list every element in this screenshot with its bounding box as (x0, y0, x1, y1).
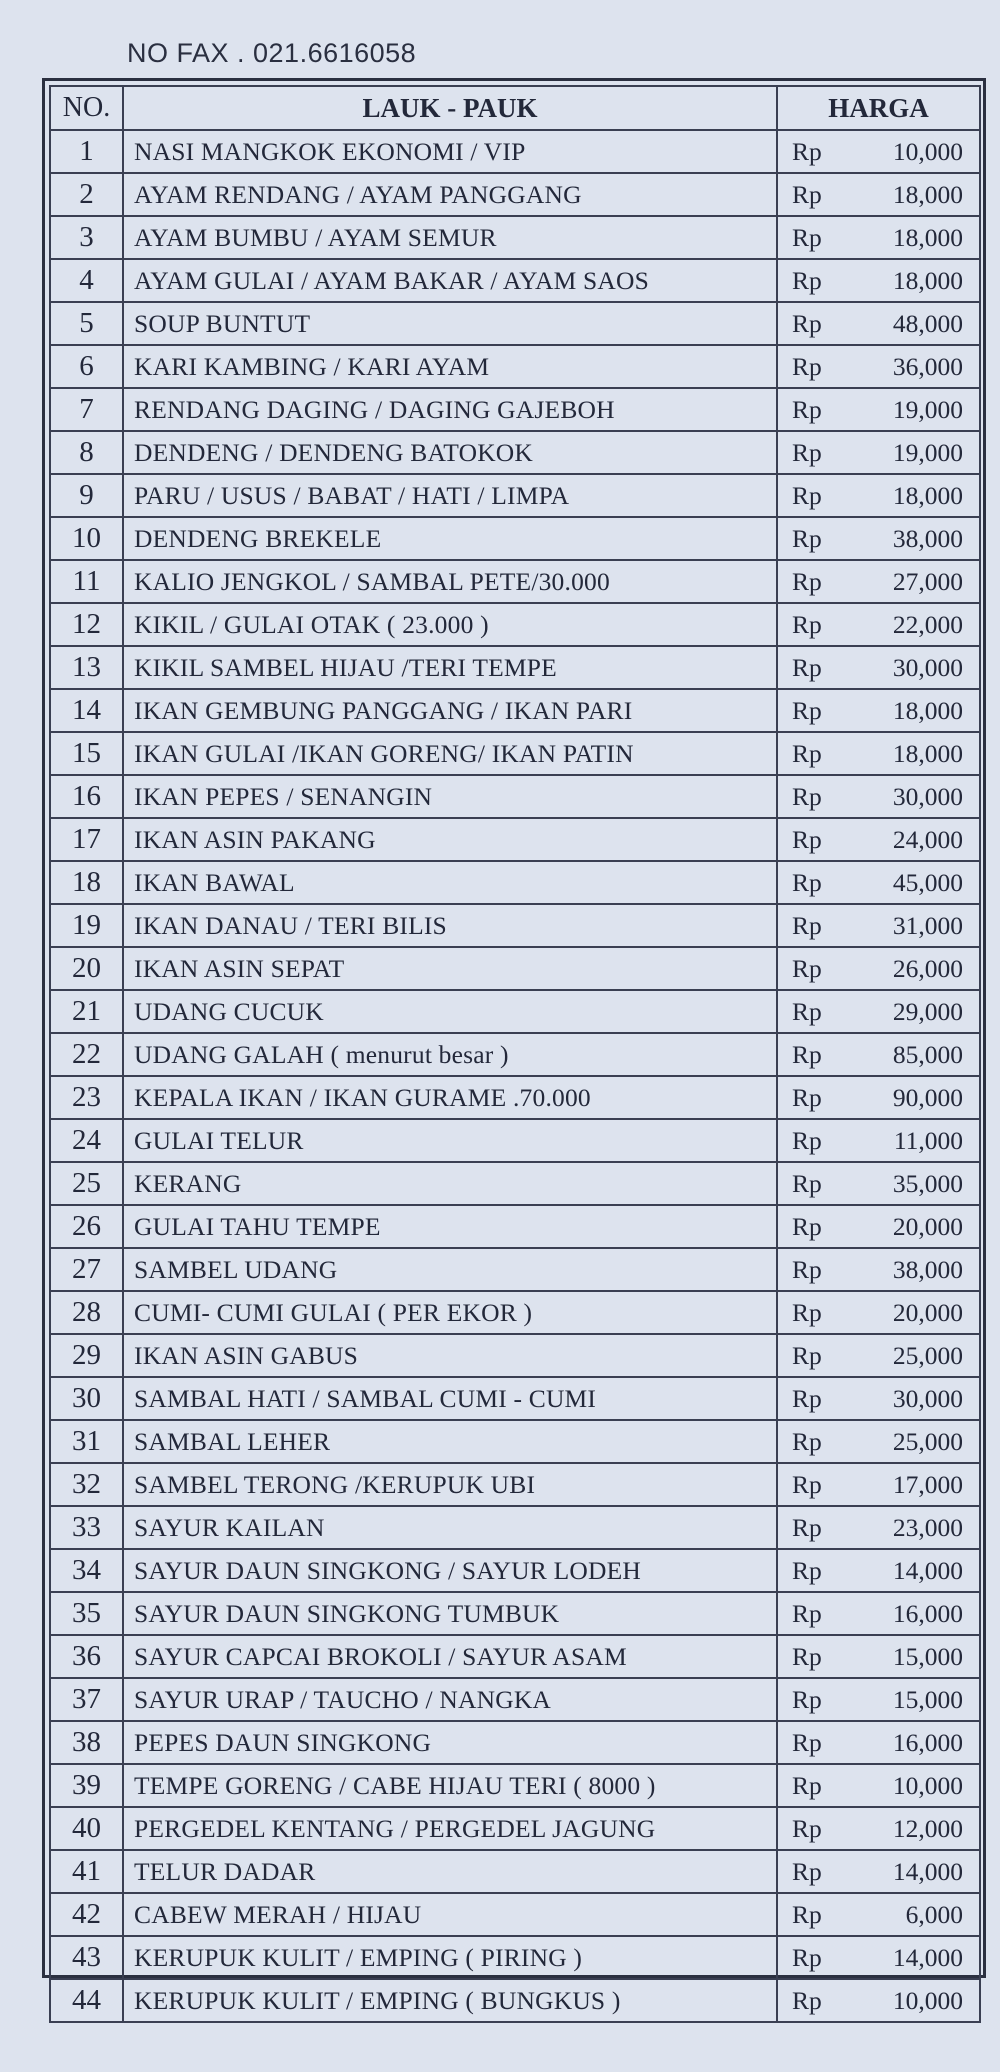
price-amount: 19,000 (892, 394, 963, 424)
currency-label: Rp (792, 1598, 822, 1628)
row-number: 9 (50, 474, 123, 517)
price-amount: 18,000 (892, 265, 963, 295)
row-number: 13 (50, 646, 123, 689)
dish-name: KEPALA IKAN / IKAN GURAME .70.000 (123, 1076, 777, 1119)
currency-label: Rp (792, 1125, 822, 1155)
column-header-price: HARGA (777, 86, 980, 130)
currency-label: Rp (792, 824, 822, 854)
price-amount: 15,000 (892, 1684, 963, 1714)
price-amount: 14,000 (892, 1856, 963, 1886)
table-row (50, 689, 980, 732)
row-number: 20 (50, 947, 123, 990)
table-row (50, 1506, 980, 1549)
row-number: 40 (50, 1807, 123, 1850)
dish-name: SAMBAL HATI / SAMBAL CUMI - CUMI (123, 1377, 777, 1420)
currency-label: Rp (792, 566, 822, 596)
price-cell (777, 947, 980, 990)
price-cell (777, 1076, 980, 1119)
table-row (50, 431, 980, 474)
price-amount: 23,000 (892, 1512, 963, 1542)
price-amount: 27,000 (892, 566, 963, 596)
currency-label: Rp (792, 738, 822, 768)
row-number: 17 (50, 818, 123, 861)
dish-name: IKAN ASIN GABUS (123, 1334, 777, 1377)
price-cell (777, 173, 980, 216)
price-cell (777, 1377, 980, 1420)
table-row (50, 1764, 980, 1807)
row-number: 12 (50, 603, 123, 646)
price-cell (777, 1807, 980, 1850)
dish-name: SAYUR DAUN SINGKONG TUMBUK (123, 1592, 777, 1635)
price-amount: 25,000 (892, 1426, 963, 1456)
table-row (50, 1033, 980, 1076)
table-row (50, 603, 980, 646)
dish-name: RENDANG DAGING / DAGING GAJEBOH (123, 388, 777, 431)
row-number: 8 (50, 431, 123, 474)
dish-name: PERGEDEL KENTANG / PERGEDEL JAGUNG (123, 1807, 777, 1850)
price-cell (777, 818, 980, 861)
row-number: 1 (50, 130, 123, 173)
price-cell (777, 775, 980, 818)
currency-label: Rp (792, 1813, 822, 1843)
price-amount: 30,000 (892, 781, 963, 811)
price-cell (777, 1162, 980, 1205)
table-row (50, 1979, 980, 2022)
table-row (50, 130, 980, 173)
price-cell (777, 1721, 980, 1764)
price-amount: 38,000 (892, 523, 963, 553)
price-cell (777, 517, 980, 560)
dish-name: AYAM RENDANG / AYAM PANGGANG (123, 173, 777, 216)
table-row (50, 1463, 980, 1506)
dish-name: NASI MANGKOK EKONOMI / VIP (123, 130, 777, 173)
table-row (50, 259, 980, 302)
price-cell (777, 1506, 980, 1549)
price-amount: 26,000 (892, 953, 963, 983)
row-number: 27 (50, 1248, 123, 1291)
currency-label: Rp (792, 1082, 822, 1112)
dish-name: KIKIL / GULAI OTAK ( 23.000 ) (123, 603, 777, 646)
price-amount: 18,000 (892, 480, 963, 510)
currency-label: Rp (792, 1899, 822, 1929)
dish-name: KIKIL SAMBEL HIJAU /TERI TEMPE (123, 646, 777, 689)
dish-name: SAYUR KAILAN (123, 1506, 777, 1549)
price-cell (777, 1248, 980, 1291)
price-amount: 10,000 (892, 136, 963, 166)
table-row (50, 990, 980, 1033)
currency-label: Rp (792, 1641, 822, 1671)
row-number: 43 (50, 1936, 123, 1979)
row-number: 10 (50, 517, 123, 560)
currency-label: Rp (792, 1039, 822, 1069)
table-row (50, 517, 980, 560)
row-number: 29 (50, 1334, 123, 1377)
row-number: 14 (50, 689, 123, 732)
dish-name: IKAN ASIN SEPAT (123, 947, 777, 990)
price-amount: 12,000 (892, 1813, 963, 1843)
price-list-table (49, 85, 981, 2023)
dish-name: CABEW MERAH / HIJAU (123, 1893, 777, 1936)
price-cell (777, 388, 980, 431)
price-amount: 15,000 (892, 1641, 963, 1671)
dish-name: SAYUR DAUN SINGKONG / SAYUR LODEH (123, 1549, 777, 1592)
dish-name: IKAN GULAI /IKAN GORENG/ IKAN PATIN (123, 732, 777, 775)
price-cell (777, 1334, 980, 1377)
table-row (50, 216, 980, 259)
row-number: 37 (50, 1678, 123, 1721)
price-cell (777, 259, 980, 302)
table-row (50, 947, 980, 990)
table-row (50, 1248, 980, 1291)
currency-label: Rp (792, 1383, 822, 1413)
price-amount: 45,000 (892, 867, 963, 897)
table-row (50, 1850, 980, 1893)
dish-name: PARU / USUS / BABAT / HATI / LIMPA (123, 474, 777, 517)
price-amount: 14,000 (892, 1555, 963, 1585)
row-number: 24 (50, 1119, 123, 1162)
price-amount: 90,000 (892, 1082, 963, 1112)
price-amount: 16,000 (892, 1598, 963, 1628)
table-row (50, 1334, 980, 1377)
price-amount: 38,000 (892, 1254, 963, 1284)
currency-label: Rp (792, 609, 822, 639)
row-number: 6 (50, 345, 123, 388)
price-cell (777, 1549, 980, 1592)
table-row (50, 775, 980, 818)
currency-label: Rp (792, 394, 822, 424)
table-row (50, 1119, 980, 1162)
price-cell (777, 1936, 980, 1979)
currency-label: Rp (792, 1856, 822, 1886)
price-amount: 30,000 (892, 652, 963, 682)
currency-label: Rp (792, 1340, 822, 1370)
table-row (50, 904, 980, 947)
price-cell (777, 1678, 980, 1721)
dish-name: SAMBAL LEHER (123, 1420, 777, 1463)
table-row (50, 861, 980, 904)
price-cell (777, 861, 980, 904)
row-number: 35 (50, 1592, 123, 1635)
row-number: 28 (50, 1291, 123, 1334)
row-number: 2 (50, 173, 123, 216)
price-cell (777, 904, 980, 947)
currency-label: Rp (792, 480, 822, 510)
dish-name: KALIO JENGKOL / SAMBAL PETE/30.000 (123, 560, 777, 603)
dish-name: UDANG GALAH ( menurut besar ) (123, 1033, 777, 1076)
fax-number: NO FAX . 021.6616058 (127, 38, 417, 68)
price-cell (777, 130, 980, 173)
table-row (50, 1291, 980, 1334)
dish-name: IKAN PEPES / SENANGIN (123, 775, 777, 818)
table-row (50, 818, 980, 861)
dish-name: GULAI TELUR (123, 1119, 777, 1162)
price-amount: 18,000 (892, 695, 963, 725)
table-row (50, 1893, 980, 1936)
price-cell (777, 1119, 980, 1162)
price-amount: 10,000 (892, 1770, 963, 1800)
table-row (50, 302, 980, 345)
price-cell (777, 474, 980, 517)
price-cell (777, 1205, 980, 1248)
price-cell (777, 1979, 980, 2022)
price-cell (777, 345, 980, 388)
currency-label: Rp (792, 136, 822, 166)
dish-name: IKAN GEMBUNG PANGGANG / IKAN PARI (123, 689, 777, 732)
row-number: 44 (50, 1979, 123, 2022)
price-amount: 25,000 (892, 1340, 963, 1370)
currency-label: Rp (792, 523, 822, 553)
currency-label: Rp (792, 695, 822, 725)
table-row (50, 173, 980, 216)
table-row (50, 1721, 980, 1764)
price-cell (777, 1850, 980, 1893)
price-amount: 36,000 (892, 351, 963, 381)
price-cell (777, 560, 980, 603)
currency-label: Rp (792, 1942, 822, 1972)
table-row (50, 732, 980, 775)
price-cell (777, 689, 980, 732)
row-number: 5 (50, 302, 123, 345)
currency-label: Rp (792, 953, 822, 983)
dish-name: TELUR DADAR (123, 1850, 777, 1893)
row-number: 16 (50, 775, 123, 818)
table-row (50, 560, 980, 603)
row-number: 34 (50, 1549, 123, 1592)
dish-name: IKAN BAWAL (123, 861, 777, 904)
price-cell (777, 1893, 980, 1936)
table-row (50, 1162, 980, 1205)
table-row (50, 1076, 980, 1119)
dish-name: UDANG CUCUK (123, 990, 777, 1033)
currency-label: Rp (792, 1985, 822, 2015)
dish-name: KERUPUK KULIT / EMPING ( BUNGKUS ) (123, 1979, 777, 2022)
price-amount: 31,000 (892, 910, 963, 940)
dish-name: KERUPUK KULIT / EMPING ( PIRING ) (123, 1936, 777, 1979)
row-number: 4 (50, 259, 123, 302)
row-number: 23 (50, 1076, 123, 1119)
currency-label: Rp (792, 1426, 822, 1456)
currency-label: Rp (792, 351, 822, 381)
table-row (50, 474, 980, 517)
price-amount: 18,000 (892, 738, 963, 768)
price-amount: 22,000 (892, 609, 963, 639)
table-row (50, 1205, 980, 1248)
row-number: 26 (50, 1205, 123, 1248)
price-amount: 29,000 (892, 996, 963, 1026)
dish-name: SOUP BUNTUT (123, 302, 777, 345)
price-amount: 85,000 (892, 1039, 963, 1069)
table-row (50, 1678, 980, 1721)
currency-label: Rp (792, 1770, 822, 1800)
row-number: 3 (50, 216, 123, 259)
row-number: 7 (50, 388, 123, 431)
table-row (50, 1635, 980, 1678)
dish-name: KERANG (123, 1162, 777, 1205)
row-number: 25 (50, 1162, 123, 1205)
price-cell (777, 732, 980, 775)
price-cell (777, 646, 980, 689)
currency-label: Rp (792, 179, 822, 209)
price-amount: 11,000 (893, 1125, 963, 1155)
table-row (50, 1377, 980, 1420)
currency-label: Rp (792, 867, 822, 897)
currency-label: Rp (792, 1684, 822, 1714)
price-cell (777, 216, 980, 259)
table-row (50, 1420, 980, 1463)
dish-name: DENDENG / DENDENG BATOKOK (123, 431, 777, 474)
dish-name: AYAM GULAI / AYAM BAKAR / AYAM SAOS (123, 259, 777, 302)
price-amount: 20,000 (892, 1211, 963, 1241)
dish-name: SAMBEL UDANG (123, 1248, 777, 1291)
dish-name: SAYUR CAPCAI BROKOLI / SAYUR ASAM (123, 1635, 777, 1678)
table-row (50, 1549, 980, 1592)
price-amount: 20,000 (892, 1297, 963, 1327)
price-amount: 17,000 (892, 1469, 963, 1499)
dish-name: CUMI- CUMI GULAI ( PER EKOR ) (123, 1291, 777, 1334)
dish-name: DENDENG BREKELE (123, 517, 777, 560)
row-number: 31 (50, 1420, 123, 1463)
table-row (50, 1592, 980, 1635)
currency-label: Rp (792, 1297, 822, 1327)
price-cell (777, 1463, 980, 1506)
price-cell (777, 1033, 980, 1076)
price-amount: 48,000 (892, 308, 963, 338)
currency-label: Rp (792, 1727, 822, 1757)
dish-name: IKAN ASIN PAKANG (123, 818, 777, 861)
dish-name: GULAI TAHU TEMPE (123, 1205, 777, 1248)
price-cell (777, 1592, 980, 1635)
price-amount: 14,000 (892, 1942, 963, 1972)
row-number: 15 (50, 732, 123, 775)
price-amount: 35,000 (892, 1168, 963, 1198)
currency-label: Rp (792, 1254, 822, 1284)
table-body (50, 130, 980, 2022)
price-amount: 10,000 (892, 1985, 963, 2015)
price-amount: 24,000 (892, 824, 963, 854)
row-number: 39 (50, 1764, 123, 1807)
currency-label: Rp (792, 265, 822, 295)
price-cell (777, 302, 980, 345)
currency-label: Rp (792, 222, 822, 252)
price-amount: 18,000 (892, 222, 963, 252)
price-cell (777, 1291, 980, 1334)
row-number: 38 (50, 1721, 123, 1764)
row-number: 30 (50, 1377, 123, 1420)
currency-label: Rp (792, 1512, 822, 1542)
price-amount: 6,000 (905, 1899, 963, 1929)
price-amount: 30,000 (892, 1383, 963, 1413)
currency-label: Rp (792, 652, 822, 682)
row-number: 42 (50, 1893, 123, 1936)
currency-label: Rp (792, 308, 822, 338)
price-amount: 19,000 (892, 437, 963, 467)
price-amount: 18,000 (892, 179, 963, 209)
row-number: 21 (50, 990, 123, 1033)
dish-name: PEPES DAUN SINGKONG (123, 1721, 777, 1764)
price-cell (777, 1635, 980, 1678)
currency-label: Rp (792, 910, 822, 940)
row-number: 36 (50, 1635, 123, 1678)
price-list-sheet (42, 78, 986, 2016)
column-header-no: NO. (50, 86, 123, 130)
price-amount: 16,000 (892, 1727, 963, 1757)
currency-label: Rp (792, 1555, 822, 1585)
dish-name: SAYUR URAP / TAUCHO / NANGKA (123, 1678, 777, 1721)
row-number: 18 (50, 861, 123, 904)
table-row (50, 1936, 980, 1979)
table-row (50, 388, 980, 431)
table-row (50, 345, 980, 388)
currency-label: Rp (792, 437, 822, 467)
price-cell (777, 603, 980, 646)
table-row (50, 646, 980, 689)
row-number: 33 (50, 1506, 123, 1549)
row-number: 41 (50, 1850, 123, 1893)
price-cell (777, 1420, 980, 1463)
price-cell (777, 990, 980, 1033)
price-cell (777, 431, 980, 474)
dish-name: KARI KAMBING / KARI AYAM (123, 345, 777, 388)
dish-name: AYAM BUMBU / AYAM SEMUR (123, 216, 777, 259)
row-number: 11 (50, 560, 123, 603)
column-header-item: LAUK - PAUK (123, 86, 777, 130)
currency-label: Rp (792, 1469, 822, 1499)
dish-name: SAMBEL TERONG /KERUPUK UBI (123, 1463, 777, 1506)
currency-label: Rp (792, 781, 822, 811)
row-number: 19 (50, 904, 123, 947)
row-number: 22 (50, 1033, 123, 1076)
dish-name: TEMPE GORENG / CABE HIJAU TERI ( 8000 ) (123, 1764, 777, 1807)
currency-label: Rp (792, 1168, 822, 1198)
table-row (50, 1807, 980, 1850)
price-cell (777, 1764, 980, 1807)
dish-name: IKAN DANAU / TERI BILIS (123, 904, 777, 947)
row-number: 32 (50, 1463, 123, 1506)
currency-label: Rp (792, 1211, 822, 1241)
currency-label: Rp (792, 996, 822, 1026)
table-header-row (50, 86, 980, 130)
